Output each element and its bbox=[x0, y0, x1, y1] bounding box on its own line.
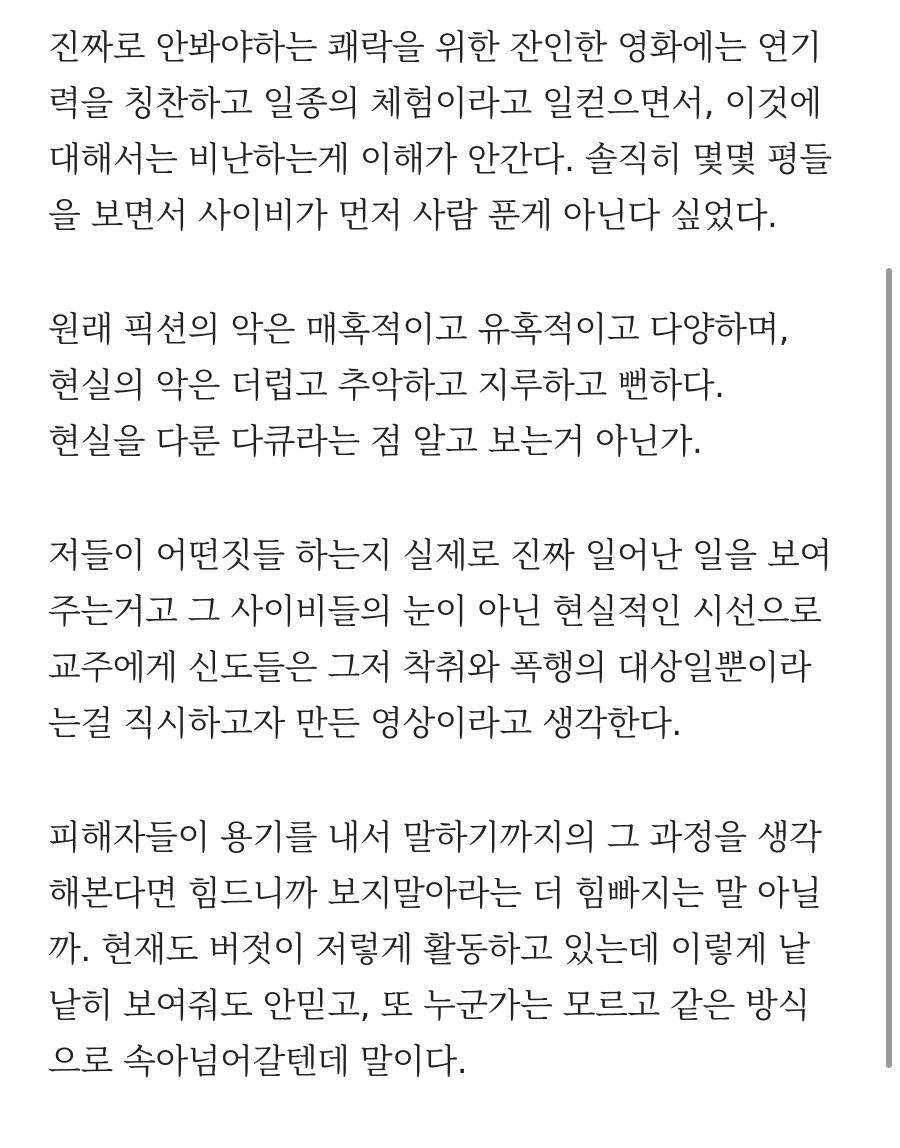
text-line: 까. 현재도 버젓이 저렇게 활동하고 있는데 이렇게 낱 bbox=[48, 930, 810, 970]
text-line: 을 보면서 사이비가 먼저 사람 푼게 아닌다 싶었다. bbox=[48, 196, 778, 236]
scrollbar-thumb[interactable] bbox=[886, 268, 892, 1068]
text-line: 력을 칭찬하고 일종의 체험이라고 일컫으면서, 이것에 bbox=[48, 84, 822, 124]
text-line: 해본다면 힘드니까 보지말아라는 더 힘빠지는 말 아닐 bbox=[48, 874, 822, 914]
text-line: 대해서는 비난하는게 이해가 안간다. 솔직히 몇몇 평들 bbox=[48, 140, 832, 180]
paragraph-3 bbox=[48, 528, 868, 752]
paragraph-2 bbox=[48, 302, 868, 470]
text-line: 원래 픽션의 악은 매혹적이고 유혹적이고 다양하며, bbox=[48, 310, 790, 350]
text-line: 현실의 악은 더럽고 추악하고 지루하고 뻔하다. bbox=[48, 366, 725, 406]
scrollbar[interactable] bbox=[886, 268, 892, 1055]
article-body bbox=[48, 20, 868, 1148]
text-line: 으로 속아넘어갈텐데 말이다. bbox=[48, 1042, 468, 1082]
text-line: 현실을 다룬 다큐라는 점 알고 보는거 아닌가. bbox=[48, 422, 703, 462]
text-line: 교주에게 신도들은 그저 착취와 폭행의 대상일뿐이라 bbox=[48, 648, 812, 688]
text-line: 진짜로 안봐야하는 쾌락을 위한 잔인한 영화에는 연기 bbox=[48, 28, 822, 68]
paragraph-4 bbox=[48, 810, 868, 1090]
text-line: 는걸 직시하고자 만든 영상이라고 생각한다. bbox=[48, 704, 682, 744]
text-line: 주는거고 그 사이비들의 눈이 아닌 현실적인 시선으로 bbox=[48, 592, 822, 632]
paragraph-1 bbox=[48, 20, 868, 244]
text-line: 저들이 어떤짓들 하는지 실제로 진짜 일어난 일을 보여 bbox=[48, 536, 832, 576]
text-line: 피해자들이 용기를 내서 말하기까지의 그 과정을 생각 bbox=[48, 818, 822, 858]
text-line: 낱히 보여줘도 안믿고, 또 누군가는 모르고 같은 방식 bbox=[48, 986, 810, 1026]
